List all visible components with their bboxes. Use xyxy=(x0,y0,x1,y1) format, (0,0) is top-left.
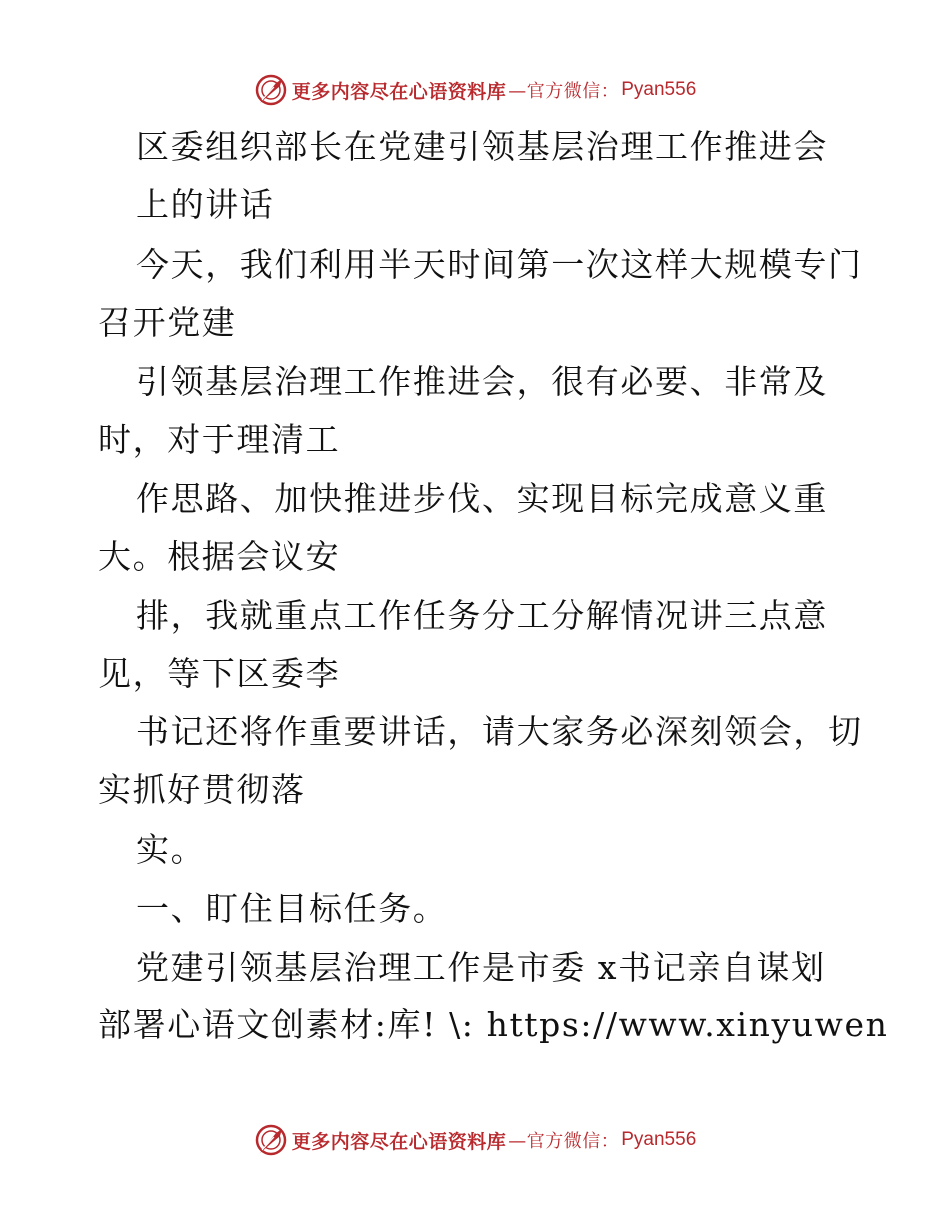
header-banner xyxy=(0,70,950,110)
banner-title: 更多内容尽在心语资料库 xyxy=(291,80,507,103)
paragraph-line: 今天，我们利用半天时间第一次这样大规模专门 xyxy=(136,245,863,284)
paragraph-line: 引领基层治理工作推进会，很有必要、非常及 xyxy=(136,362,828,401)
paragraph-line: 党建引领基层治理工作是市委 x书记亲自谋划 xyxy=(136,948,826,987)
paragraph-line: 实抓好贯彻落 xyxy=(98,770,306,809)
quill-logo-icon xyxy=(254,1123,288,1157)
paragraph-line: 见，等下区委李 xyxy=(98,654,341,693)
footer-banner xyxy=(0,1120,950,1160)
paragraph-line: 实。 xyxy=(136,830,206,869)
paragraph-line: 排，我就重点工作任务分工分解情况讲三点意 xyxy=(136,596,828,635)
banner-wechat-id: Pyan556 xyxy=(621,1129,697,1150)
paragraph-line: 时，对于理清工 xyxy=(98,420,341,459)
banner-wechat-id: Pyan556 xyxy=(621,79,697,100)
banner-channel-label: —官方微信： xyxy=(508,1131,620,1152)
document-title-line-2: 上的讲话 xyxy=(136,185,275,224)
paragraph-line: 召开党建 xyxy=(98,303,237,342)
banner-title: 更多内容尽在心语资料库 xyxy=(291,1130,507,1153)
paragraph-line: 大。根据会议安 xyxy=(98,537,341,576)
paragraph-line: 作思路、加快推进步伐、实现目标完成意义重 xyxy=(136,479,828,518)
paragraph-line: 书记还将作重要讲话，请大家务必深刻领会，切 xyxy=(136,712,863,751)
document-title-line-1: 区委组织部长在党建引领基层治理工作推进会 xyxy=(136,127,828,166)
banner-channel-label: —官方微信： xyxy=(508,81,620,102)
quill-logo-icon xyxy=(254,73,288,107)
paragraph-line: 部署心语文创素材:库! \: https://www.xinyuwen xyxy=(98,1005,889,1044)
section-heading: 一、盯住目标任务。 xyxy=(136,889,448,928)
